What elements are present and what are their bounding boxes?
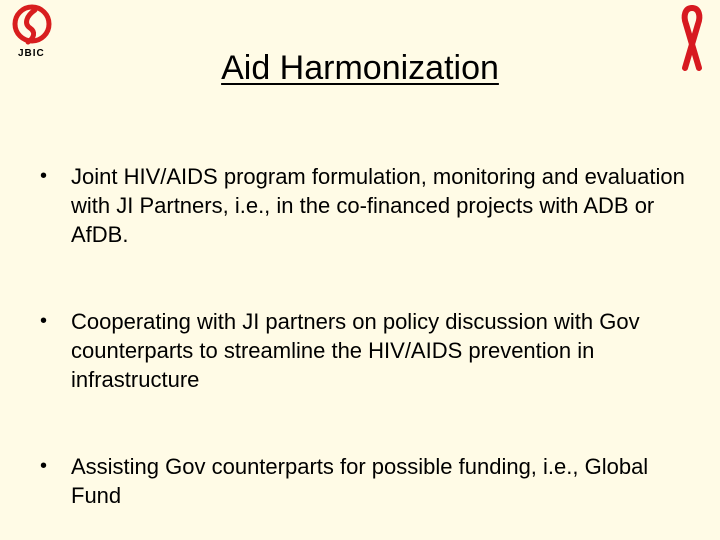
bullet-marker: • [40, 455, 48, 477]
bullet-marker: • [40, 310, 48, 332]
slide-title [0, 46, 720, 90]
slide-title-text: Aid Harmonization [221, 49, 499, 87]
logo-text: JBIC [18, 48, 45, 59]
bullet-item [40, 162, 700, 249]
bullet-marker: • [40, 165, 48, 187]
bullet-text: Cooperating with JI partners on policy discussion with Gov counterparts to streamline the HIV/AIDS prevention in infrastructure [71, 309, 640, 392]
bullet-item [40, 452, 700, 510]
bullet-list [40, 162, 700, 510]
bullet-text: Joint HIV/AIDS program formulation, monitoring and evaluation with JI Partners, i.e., in the co-financed projects with ADB or AfDB. [71, 164, 685, 247]
jbic-logo-icon [6, 4, 62, 48]
bullet-text: Assisting Gov counterparts for possible funding, i.e., Global Fund [71, 454, 649, 508]
bullet-item [40, 307, 700, 394]
